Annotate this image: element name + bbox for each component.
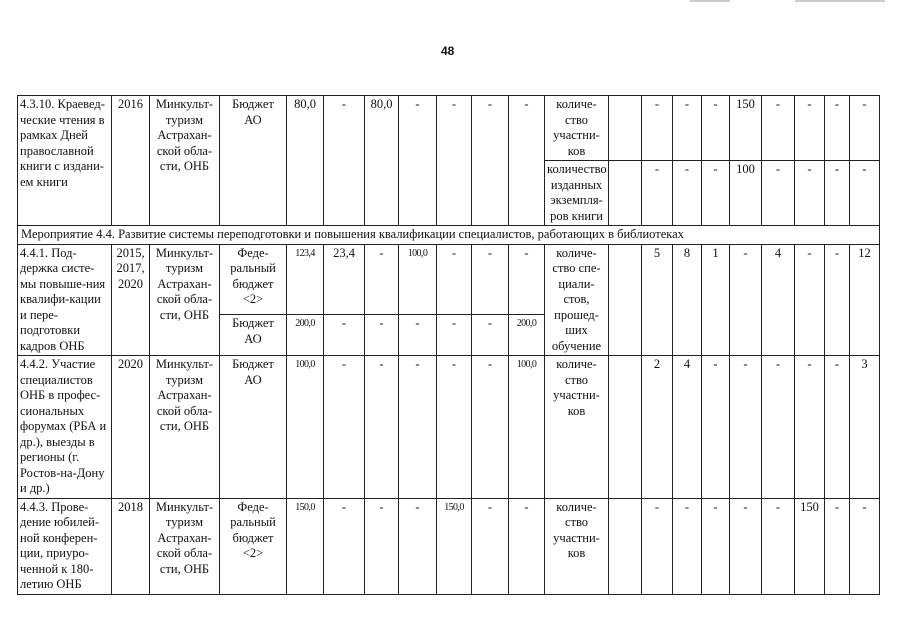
value-cell: - [399, 315, 437, 356]
value-cell: - [365, 315, 399, 356]
indicator-value: 5 [642, 244, 673, 356]
indicator-value: - [702, 356, 730, 499]
table-row [18, 96, 880, 161]
value-cell: 123,4 [287, 244, 324, 315]
indicator-name: количе-ство спе-циали-стов, прошед-ших обучение [545, 244, 609, 356]
indicator-name: количе-ство участни-ков [545, 96, 609, 161]
table-row [18, 244, 880, 315]
measure-executor: Минкульт-туризм Астрахан-ской обла-сти, ОНБ [150, 356, 220, 499]
value-cell: - [399, 96, 437, 226]
indicator-name: количе-ство участни-ков [545, 356, 609, 499]
value-cell: - [472, 96, 509, 226]
value-cell: - [472, 315, 509, 356]
empty-cell [609, 161, 642, 226]
page-number: 48 [441, 44, 455, 58]
indicator-value: 1 [702, 244, 730, 356]
indicator-value: - [702, 498, 730, 594]
funding-source: Бюджет АО [220, 315, 287, 356]
value-cell: 200,0 [287, 315, 324, 356]
value-cell: - [324, 356, 365, 499]
funding-source: Бюджет АО [220, 356, 287, 499]
measure-executor: Минкульт-туризм Астрахан-ской обла-сти, ОНБ [150, 96, 220, 226]
indicator-value: - [762, 96, 795, 161]
indicator-value: - [762, 356, 795, 499]
indicator-name: количе-ство участни-ков [545, 498, 609, 594]
value-cell: - [399, 356, 437, 499]
value-cell: - [472, 244, 509, 315]
value-cell: - [365, 498, 399, 594]
indicator-value: - [825, 161, 850, 226]
funding-source: Бюджет АО [220, 96, 287, 226]
value-cell: - [365, 356, 399, 499]
indicator-value: - [825, 498, 850, 594]
value-cell: 80,0 [365, 96, 399, 226]
section-heading-row [18, 226, 880, 245]
indicator-value: - [795, 356, 825, 499]
indicator-value: - [850, 498, 880, 594]
measure-executor: Минкульт-туризм Астрахан-ской обла-сти, ОНБ [150, 498, 220, 594]
value-cell: - [324, 315, 365, 356]
indicator-value: - [673, 161, 702, 226]
measure-year: 2016 [112, 96, 150, 226]
value-cell: - [437, 96, 472, 226]
value-cell: - [437, 356, 472, 499]
table-row [18, 356, 880, 499]
indicator-value: - [825, 96, 850, 161]
measure-year: 2018 [112, 498, 150, 594]
indicator-value: - [730, 498, 762, 594]
program-table [17, 95, 880, 595]
measure-year: 2020 [112, 356, 150, 499]
empty-cell [609, 356, 642, 499]
indicator-value: - [762, 161, 795, 226]
value-cell: - [437, 315, 472, 356]
scan-artifact [690, 0, 730, 2]
value-cell: - [509, 96, 545, 226]
indicator-value: - [795, 244, 825, 356]
measure-year: 2015, 2017, 2020 [112, 244, 150, 356]
scan-artifact [795, 0, 885, 2]
value-cell: 23,4 [324, 244, 365, 315]
value-cell: - [399, 498, 437, 594]
value-cell: - [437, 244, 472, 315]
value-cell: 100,0 [399, 244, 437, 315]
value-cell: - [509, 498, 545, 594]
value-cell: - [365, 244, 399, 315]
measure-executor: Минкульт-туризм Астрахан-ской обла-сти, ОНБ [150, 244, 220, 356]
funding-source: Феде-ральный бюджет <2> [220, 244, 287, 315]
value-cell: - [509, 244, 545, 315]
indicator-value: - [642, 498, 673, 594]
value-cell: - [472, 356, 509, 499]
indicator-value: - [673, 96, 702, 161]
section-heading: Мероприятие 4.4. Развитие системы переподготовки и повышения квалификации специалистов, работающих в библиотеках [18, 226, 880, 245]
value-cell: 150,0 [437, 498, 472, 594]
indicator-value: - [850, 96, 880, 161]
indicator-value: - [825, 244, 850, 356]
measure-name: 4.4.3. Прове-дение юбилей-ной конферен-ции, приуро-ченной к 180-летию ОНБ [18, 498, 112, 594]
indicator-value: - [702, 96, 730, 161]
table-row [18, 498, 880, 594]
value-cell: 150,0 [287, 498, 324, 594]
indicator-value: - [850, 161, 880, 226]
value-cell: 200,0 [509, 315, 545, 356]
indicator-value: - [673, 498, 702, 594]
indicator-value: - [642, 161, 673, 226]
indicator-value: 100 [730, 161, 762, 226]
indicator-value: 150 [795, 498, 825, 594]
indicator-value: 2 [642, 356, 673, 499]
indicator-value: 8 [673, 244, 702, 356]
indicator-value: - [730, 244, 762, 356]
indicator-value: 4 [762, 244, 795, 356]
measure-name: 4.4.1. Под-держка систе-мы повыше-ния квалифи-кации и пере-подготовки кадров ОНБ [18, 244, 112, 356]
indicator-value: 3 [850, 356, 880, 499]
indicator-value: - [762, 498, 795, 594]
funding-source: Феде-ральный бюджет <2> [220, 498, 287, 594]
indicator-value: 4 [673, 356, 702, 499]
value-cell: - [324, 498, 365, 594]
value-cell: 100,0 [287, 356, 324, 499]
indicator-name: количество изданных экземпля-ров книги [545, 161, 609, 226]
indicator-value: - [825, 356, 850, 499]
indicator-value: - [795, 96, 825, 161]
empty-cell [609, 96, 642, 161]
value-cell: 100,0 [509, 356, 545, 499]
measure-name: 4.4.2. Участие специалистов ОНБ в профес-сиональных форумах (РБА и др.), выезды в регионы (г. Ростов-на-Дону и др.) [18, 356, 112, 499]
empty-cell [609, 244, 642, 356]
indicator-value: - [730, 356, 762, 499]
value-cell: - [324, 96, 365, 226]
indicator-value: 150 [730, 96, 762, 161]
value-cell: - [472, 498, 509, 594]
measure-name: 4.3.10. Краевед-ческие чтения в рамках Дней православной книги с издани-ем книги [18, 96, 112, 226]
empty-cell [609, 498, 642, 594]
indicator-value: 12 [850, 244, 880, 356]
value-cell: 80,0 [287, 96, 324, 226]
indicator-value: - [795, 161, 825, 226]
indicator-value: - [642, 96, 673, 161]
indicator-value: - [702, 161, 730, 226]
